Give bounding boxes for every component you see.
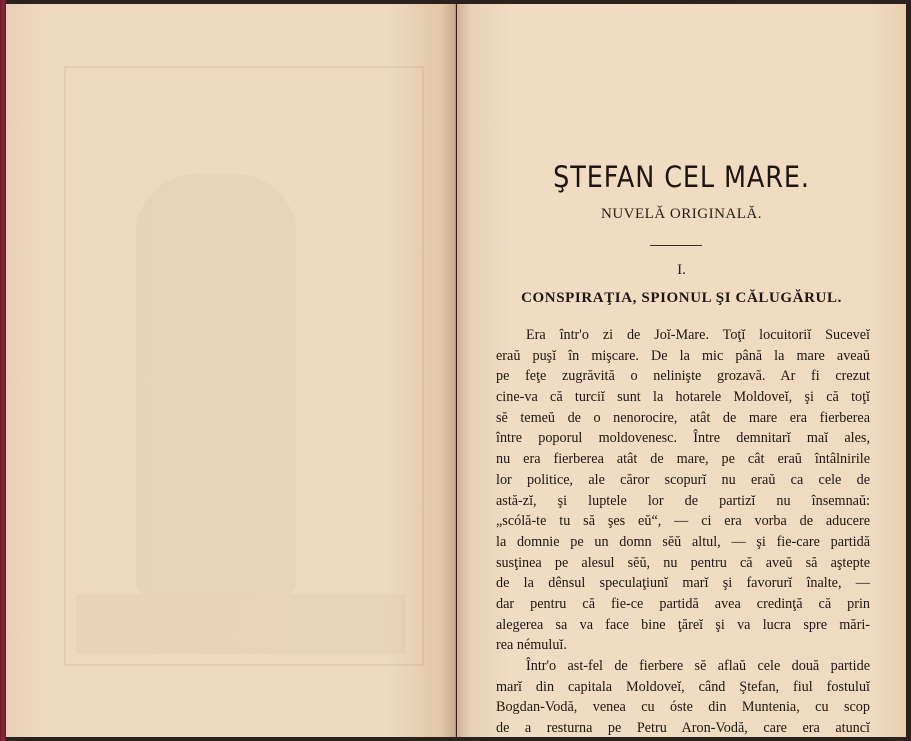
bleed-through-base [76, 594, 406, 654]
body-line: la domnie pe un domn sĕŭ altul, — şi fie-care partidă [496, 533, 870, 550]
body-line: de a resturna pe Petru Aron-Vodă, care era atuncĭ [496, 720, 870, 737]
body-line: lor politice, ale căror scopurĭ nu eraŭ ca cele de [496, 471, 870, 488]
body-line: nu era fierberea atât de mare, pe cât eraŭ întâlnirile [496, 451, 870, 468]
body-line: de la dênsul speculaţiunĭ marĭ şi favorurĭ înalte, — [496, 575, 870, 592]
body-line: „scólă-te tu să şes eŭ“, — ci era vorba de aducere [496, 513, 870, 530]
body-line: între poporul moldovenesc. Între demnitarĭ maĭ ales, [496, 430, 870, 447]
body-line: susţinea pe alesul sĕŭ, nu pentru că aveŭ să aştepte [496, 554, 870, 571]
body-line: dar pentru că fie-ce partidă avea credinţă că prin [496, 595, 870, 612]
body-line: Bogdan-Vodă, venea cu óste din Muntenia, cu scop [496, 699, 870, 716]
chapter-title: CONSPIRAŢIA, SPIONUL ŞI CĂLUGĂRUL. [521, 290, 842, 306]
body-line: Era într'o zi de Joĭ-Mare. Toţĭ locuitoriĭ Suceveĭ [526, 327, 870, 343]
bleed-through-figure [136, 174, 296, 594]
body-line: rea némuluĭ. [496, 637, 567, 654]
body-line: alegerea sa va face bine ţăreĭ şi va lucra spre mări- [496, 616, 870, 633]
left-page [6, 4, 456, 737]
body-line: cine-va că turciĭ sunt la hotarele Moldoveĭ, şi că toţĭ [496, 389, 870, 406]
body-line: Într'o ast-fel de fierbere sĕ aflaŭ cele două partide [526, 658, 870, 674]
book-title: ŞTEFAN CEL MARE. [553, 160, 810, 194]
chapter-body [496, 325, 870, 739]
body-line: pe feţe zugrăvită o nelinişte grozavă. Ar fi crezut [496, 368, 870, 385]
body-line: marĭ din capitala Moldoveĭ, când Ştefan, fiul fostuluĭ [496, 678, 870, 695]
book-subtitle: NUVELĂ ORIGINALĂ. [601, 206, 762, 222]
body-line: eraŭ puşĭ în mişcare. De la mic până la mare aveaŭ [496, 347, 870, 364]
title-divider [650, 245, 702, 246]
body-line: astă-zĭ, şi luptele lor de partizĭ nu însemnaŭ: [496, 492, 870, 509]
chapter-number: I. [677, 262, 686, 278]
body-line: sĕ temeŭ de o nenorocire, atât de mare era fierberea [496, 409, 870, 426]
